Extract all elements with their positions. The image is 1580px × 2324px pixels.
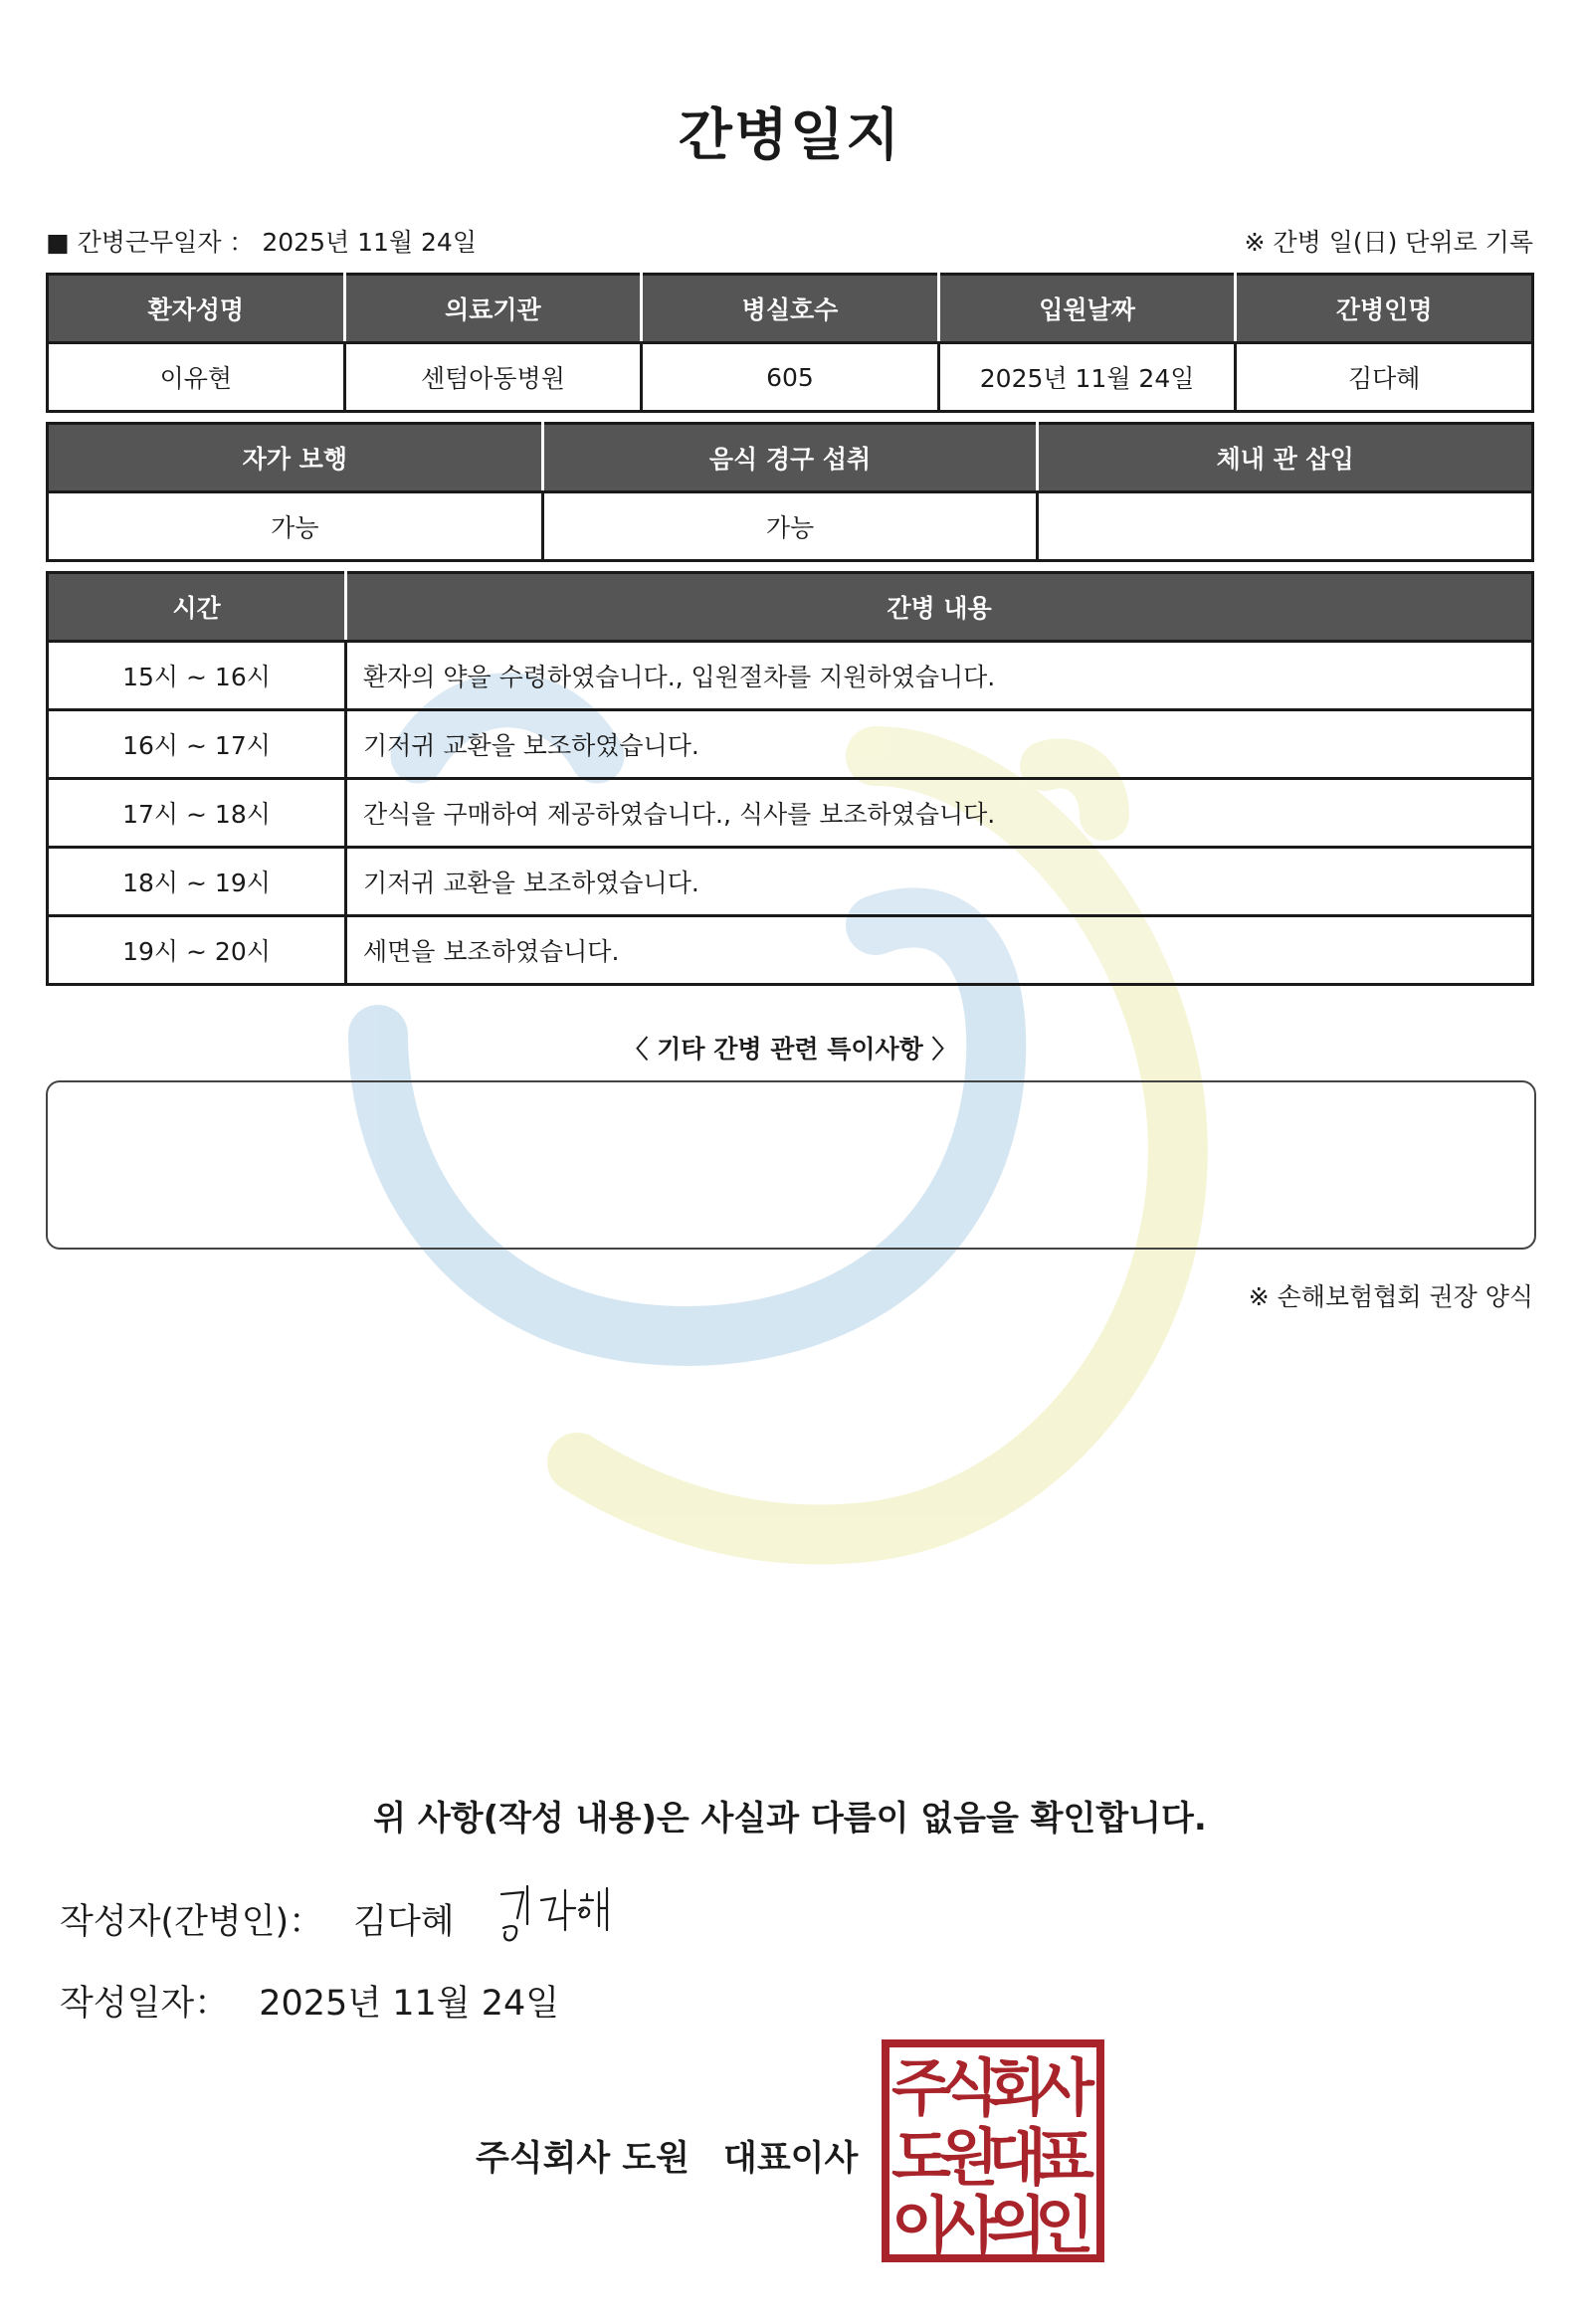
- table-row: [48, 642, 1533, 710]
- author-label: 작성자(간병인)：: [60, 1902, 324, 1942]
- svg-text:인: 인: [1035, 2189, 1094, 2261]
- care-content: 간식을 구매하여 제공하였습니다., 식사를 보조하였습니다.: [346, 779, 1533, 848]
- header-patient-name: 환자성명: [48, 275, 345, 343]
- status-header-row: [48, 424, 1533, 492]
- admission-date: 2025년 11월 24일: [938, 343, 1236, 412]
- header-tube-insertion: 체내 관 삽입: [1038, 424, 1533, 492]
- table-row: [48, 916, 1533, 985]
- written-date-line: [60, 1976, 559, 2026]
- svg-text:사: 사: [1035, 2051, 1094, 2124]
- status-value-row: [48, 492, 1533, 561]
- company-title: 대표이사: [723, 2139, 859, 2179]
- company-name: 주식회사 도원: [476, 2139, 691, 2179]
- header-admission-date: 입원날짜: [938, 275, 1236, 343]
- patient-info-value-row: [48, 343, 1533, 412]
- svg-text:회: 회: [987, 2051, 1047, 2124]
- work-date-label: ■ 간병근무일자 ：: [46, 228, 263, 257]
- patient-info-header-row: [48, 275, 1533, 343]
- written-date-label: 작성일자：: [60, 1984, 230, 2024]
- room-number: 605: [642, 343, 939, 412]
- header-care-content: 간병 내용: [346, 573, 1533, 642]
- patient-name: 이유현: [48, 343, 345, 412]
- svg-text:주: 주: [891, 2051, 951, 2124]
- care-log-header-row: [48, 573, 1533, 642]
- header-time: 시간: [48, 573, 346, 642]
- table-row: [48, 848, 1533, 916]
- svg-text:사: 사: [939, 2189, 999, 2261]
- care-time: 16시 ~ 17시: [48, 710, 346, 779]
- work-date-value: 2025년 11월 24일: [262, 228, 477, 257]
- care-content: 기저귀 교환을 보조하였습니다.: [346, 848, 1533, 916]
- care-log-table: [46, 571, 1534, 986]
- unit-note: ※ 간병 일(日) 단위로 기록: [1244, 228, 1533, 257]
- company-seal: [882, 2039, 1104, 2262]
- patient-status-table: [46, 422, 1534, 562]
- remarks-box: [46, 1080, 1536, 1250]
- tube-insertion-status: [1038, 492, 1533, 561]
- remarks-title: 〈 기타 간병 관련 특이사항 〉: [623, 1035, 957, 1064]
- table-row: [48, 710, 1533, 779]
- header-caregiver: 간병인명: [1236, 275, 1533, 343]
- care-time: 15시 ~ 16시: [48, 642, 346, 710]
- author-line: [60, 1894, 455, 1944]
- oral-intake-status: 가능: [542, 492, 1038, 561]
- header-room: 병실호수: [642, 275, 939, 343]
- walking-status: 가능: [48, 492, 543, 561]
- svg-text:이: 이: [891, 2189, 951, 2261]
- company-signatory: [476, 2131, 858, 2181]
- confirmation-statement: 위 사항(작성 내용)은 사실과 다름이 없음을 확인합니다.: [373, 1799, 1207, 1839]
- hospital-name: 센텀아동병원: [344, 343, 642, 412]
- patient-info-table: [46, 273, 1534, 413]
- header-hospital: 의료기관: [344, 275, 642, 343]
- form-note: ※ 손해보험협회 권장 양식: [1248, 1282, 1533, 1311]
- caregiver-name: 김다혜: [1236, 343, 1533, 412]
- care-time: 17시 ~ 18시: [48, 779, 346, 848]
- care-time: 18시 ~ 19시: [48, 848, 346, 916]
- header-walking: 자가 보행: [48, 424, 543, 492]
- svg-text:의: 의: [987, 2189, 1047, 2261]
- svg-text:대: 대: [987, 2121, 1047, 2194]
- table-row: [48, 779, 1533, 848]
- svg-text:도: 도: [891, 2121, 951, 2194]
- document-title: 간병일지: [678, 103, 902, 168]
- care-content: 기저귀 교환을 보조하였습니다.: [346, 710, 1533, 779]
- care-time: 19시 ~ 20시: [48, 916, 346, 985]
- care-content: 세면을 보조하였습니다.: [346, 916, 1533, 985]
- written-date-value: 2025년 11월 24일: [259, 1984, 560, 2024]
- header-oral-intake: 음식 경구 섭취: [542, 424, 1038, 492]
- author-name: 김다혜: [353, 1902, 455, 1942]
- svg-text:표: 표: [1035, 2121, 1094, 2194]
- svg-text:식: 식: [939, 2051, 999, 2124]
- work-date: [46, 223, 477, 259]
- handwritten-signature: [494, 1880, 623, 1950]
- care-content: 환자의 약을 수령하였습니다., 입원절차를 지원하였습니다.: [346, 642, 1533, 710]
- svg-text:원: 원: [939, 2121, 999, 2194]
